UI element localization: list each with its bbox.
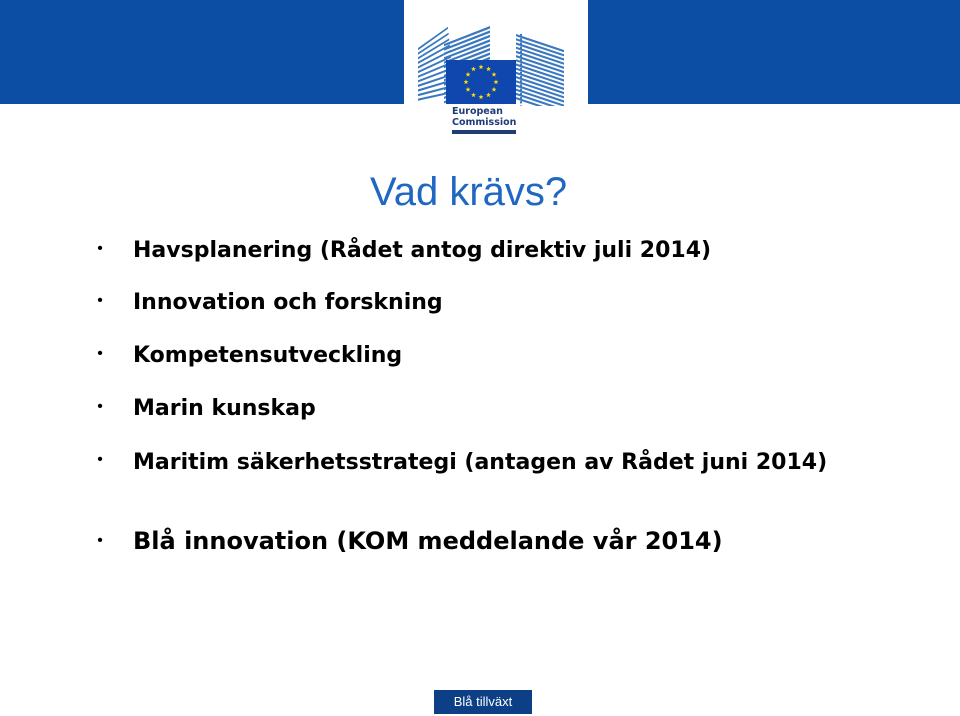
berlaymont-building-icon [404, 0, 588, 106]
bullet-marker: • [97, 398, 103, 415]
bullet-marker: • [97, 451, 103, 468]
building-stripe [418, 33, 449, 55]
bullet-text: Blå innovation (KOM meddelande vår 2014) [133, 527, 723, 555]
logo-underline [452, 130, 516, 134]
logo-line-european: European [452, 106, 503, 117]
bullet-text: Havsplanering (Rådet antog direktiv juli 2014) [133, 238, 712, 263]
bullet-text: Marin kunskap [133, 396, 316, 421]
building-stripe [418, 27, 448, 50]
bullet-text: Kompetensutveckling [133, 343, 403, 368]
slide-title: Vad krävs? [370, 170, 568, 214]
bullet-marker: • [97, 532, 103, 549]
european-commission-logo [404, 0, 588, 142]
bullet-text: Innovation och forskning [133, 290, 443, 315]
logo-line-commission: Commission [452, 117, 517, 128]
bullet-text: Maritim säkerhetsstrategi (antagen av Rådet juni 2014) [133, 450, 828, 475]
bullet-marker: • [97, 345, 103, 362]
logo-wordmark [452, 106, 516, 128]
footer-tag: Blå tillväxt [434, 690, 532, 714]
bullet-marker: • [97, 292, 103, 309]
bullet-marker: • [97, 240, 103, 257]
